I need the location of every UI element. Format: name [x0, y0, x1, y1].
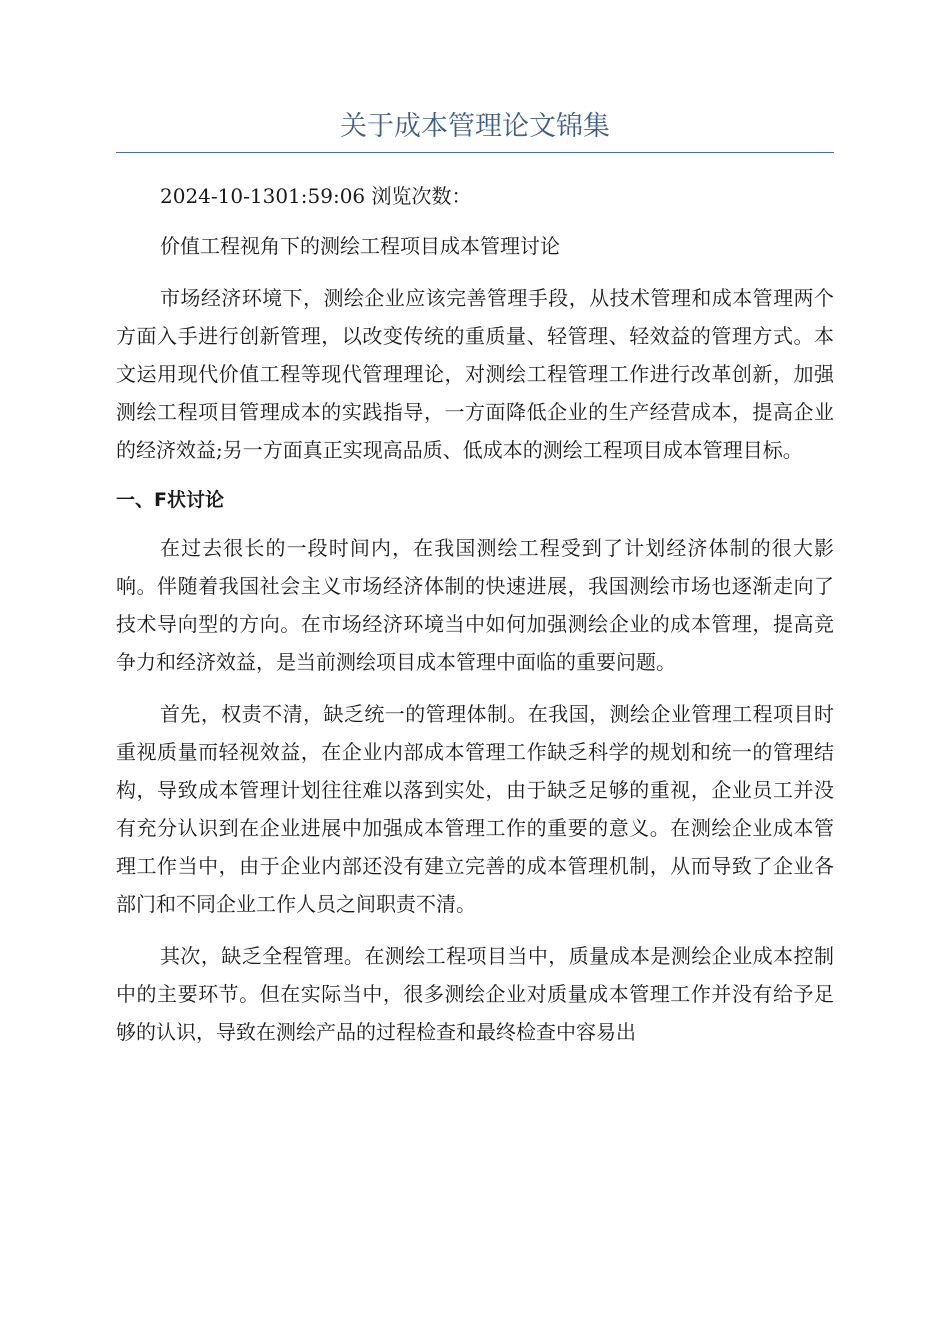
section-heading: 一、F状讨论: [116, 489, 224, 511]
body-paragraph: 在过去很长的一段时间内，在我国测绘工程受到了计划经济体制的很大影响。伴随着我国社会主义市场经济体制的快速进展，我国测绘市场也逐渐走向了技术导向型的方向。在市场经济环境当中如何加强测绘企业的成本管理，提高竞争力和经济效益，是当前测绘项目成本管理中面临的重要问题。: [116, 536, 834, 674]
intro-paragraph: 市场经济环境下，测绘企业应该完善管理手段，从技术管理和成本管理两个方面入手进行创新管理，以改变传统的重质量、轻管理、轻效益的管理方式。本文运用现代价值工程等现代管理理论，对测绘工程管理工作进行改革创新，加强测绘工程项目管理成本的实践指导，一方面降低企业的生产经营成本，提高企业的经济效益;另一方面真正实现高品质、低成本的测绘工程项目成本管理目标。: [116, 286, 834, 462]
document-page: [116, 108, 834, 1051]
body-paragraph: 其次，缺乏全程管理。在测绘工程项目当中，质量成本是测绘企业成本控制中的主要环节。但在实际当中，很多测绘企业对质量成本管理工作并没有给予足够的认识，导致在测绘产品的过程检查和最终检查中容易出: [116, 944, 834, 1044]
article-subtitle: 价值工程视角下的测绘工程项目成本管理讨论: [160, 234, 560, 258]
document-title: 关于成本管理论文锦集: [116, 108, 834, 153]
publish-meta-line: 2024-10-1301:59:06 浏览次数：: [160, 184, 472, 208]
body-paragraph: 首先，权责不清，缺乏统一的管理体制。在我国，测绘企业管理工程项目时重视质量而轻视效益，在企业内部成本管理工作缺乏科学的规划和统一的管理结构，导致成本管理计划往往难以落到实处，由于缺乏足够的重视，企业员工并没有充分认识到在企业进展中加强成本管理工作的重要的意义。在测绘企业成本管理工作当中，由于企业内部还没有建立完善的成本管理机制，从而导致了企业各部门和不同企业工作人员之间职责不清。: [116, 702, 834, 916]
